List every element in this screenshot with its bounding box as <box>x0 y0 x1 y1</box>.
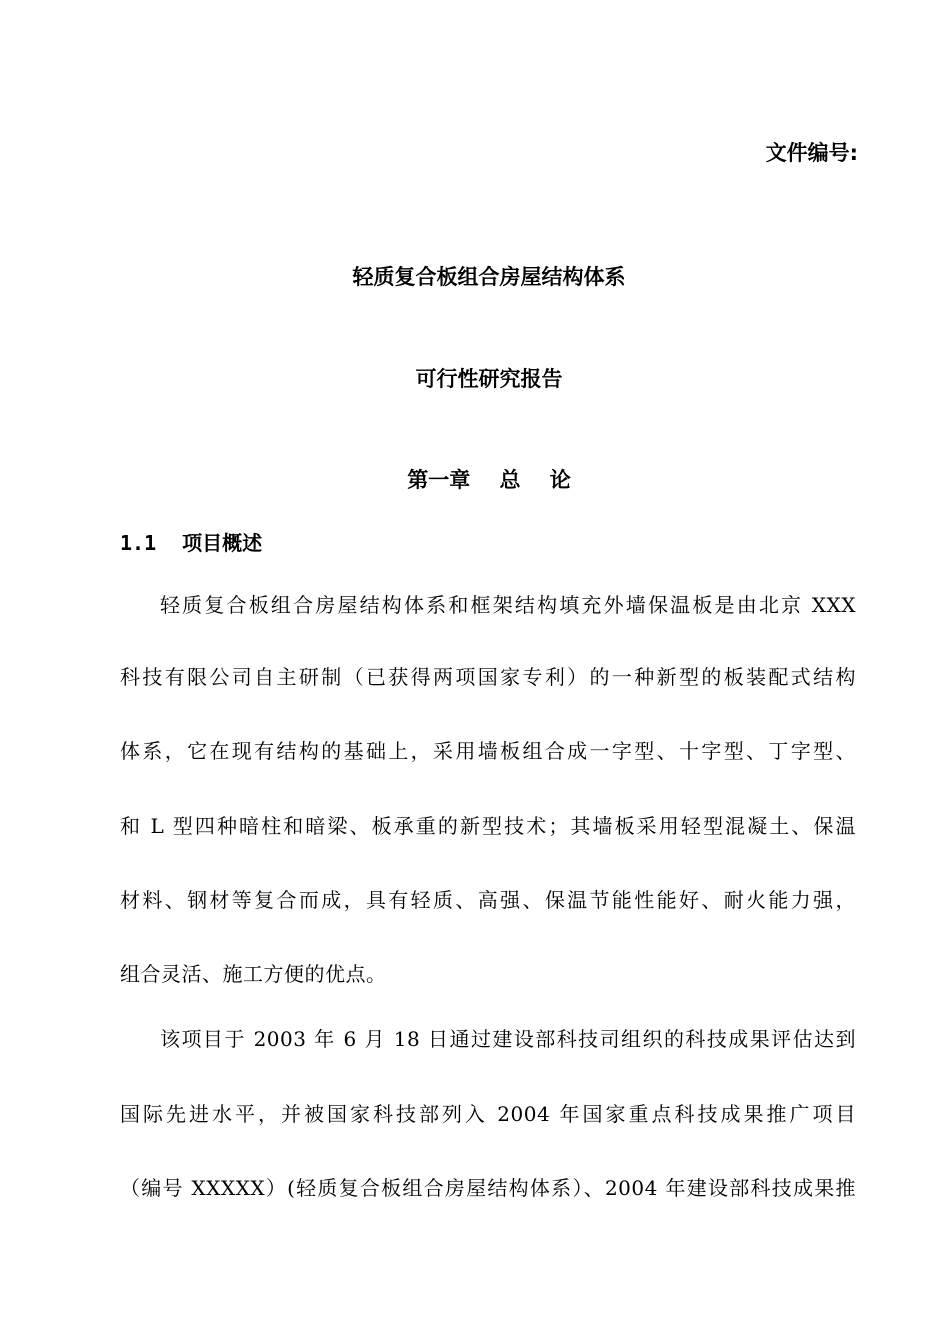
paragraph-line: 科技有限公司自主研制（已获得两项国家专利）的一种新型的板装配式结构 <box>120 665 856 689</box>
paragraph-line: 材料、钢材等复合而成，具有轻质、高强、保温节能性能好、耐火能力强， <box>120 888 856 912</box>
document-title: 轻质复合板组合房屋结构体系 <box>352 265 626 289</box>
section-number: 1.1 <box>120 531 157 555</box>
section-title: 项目概述 <box>182 531 263 555</box>
paragraph-line: 体系，它在现有结构的基础上，采用墙板组合成一字型、十字型、丁字型、 <box>120 739 856 763</box>
document-subtitle: 可行性研究报告 <box>415 367 563 391</box>
chapter-heading: 第一章 总 论 <box>407 468 571 492</box>
paragraph-line: 国际先进水平，并被国家科技部列入 2004 年国家重点科技成果推广项目 <box>120 1102 856 1126</box>
paragraph-line: （编号 XXXXX）(轻质复合板组合房屋结构体系）、2004 年建设部科技成果推 <box>120 1176 856 1200</box>
paragraph-line: 和 L 型四种暗柱和暗梁、板承重的新型技术；其墙板采用轻型混凝土、保温 <box>120 814 856 838</box>
paragraph-line: 轻质复合板组合房屋结构体系和框架结构填充外墙保温板是由北京 XXX <box>160 593 856 617</box>
paragraph-line: 组合灵活、施工方便的优点。 <box>120 962 387 986</box>
section-heading <box>120 528 262 558</box>
file-number-label: 文件编号: <box>765 141 858 165</box>
paragraph-line: 该项目于 2003 年 6 月 18 日通过建设部科技司组织的科技成果评估达到 <box>160 1027 856 1051</box>
